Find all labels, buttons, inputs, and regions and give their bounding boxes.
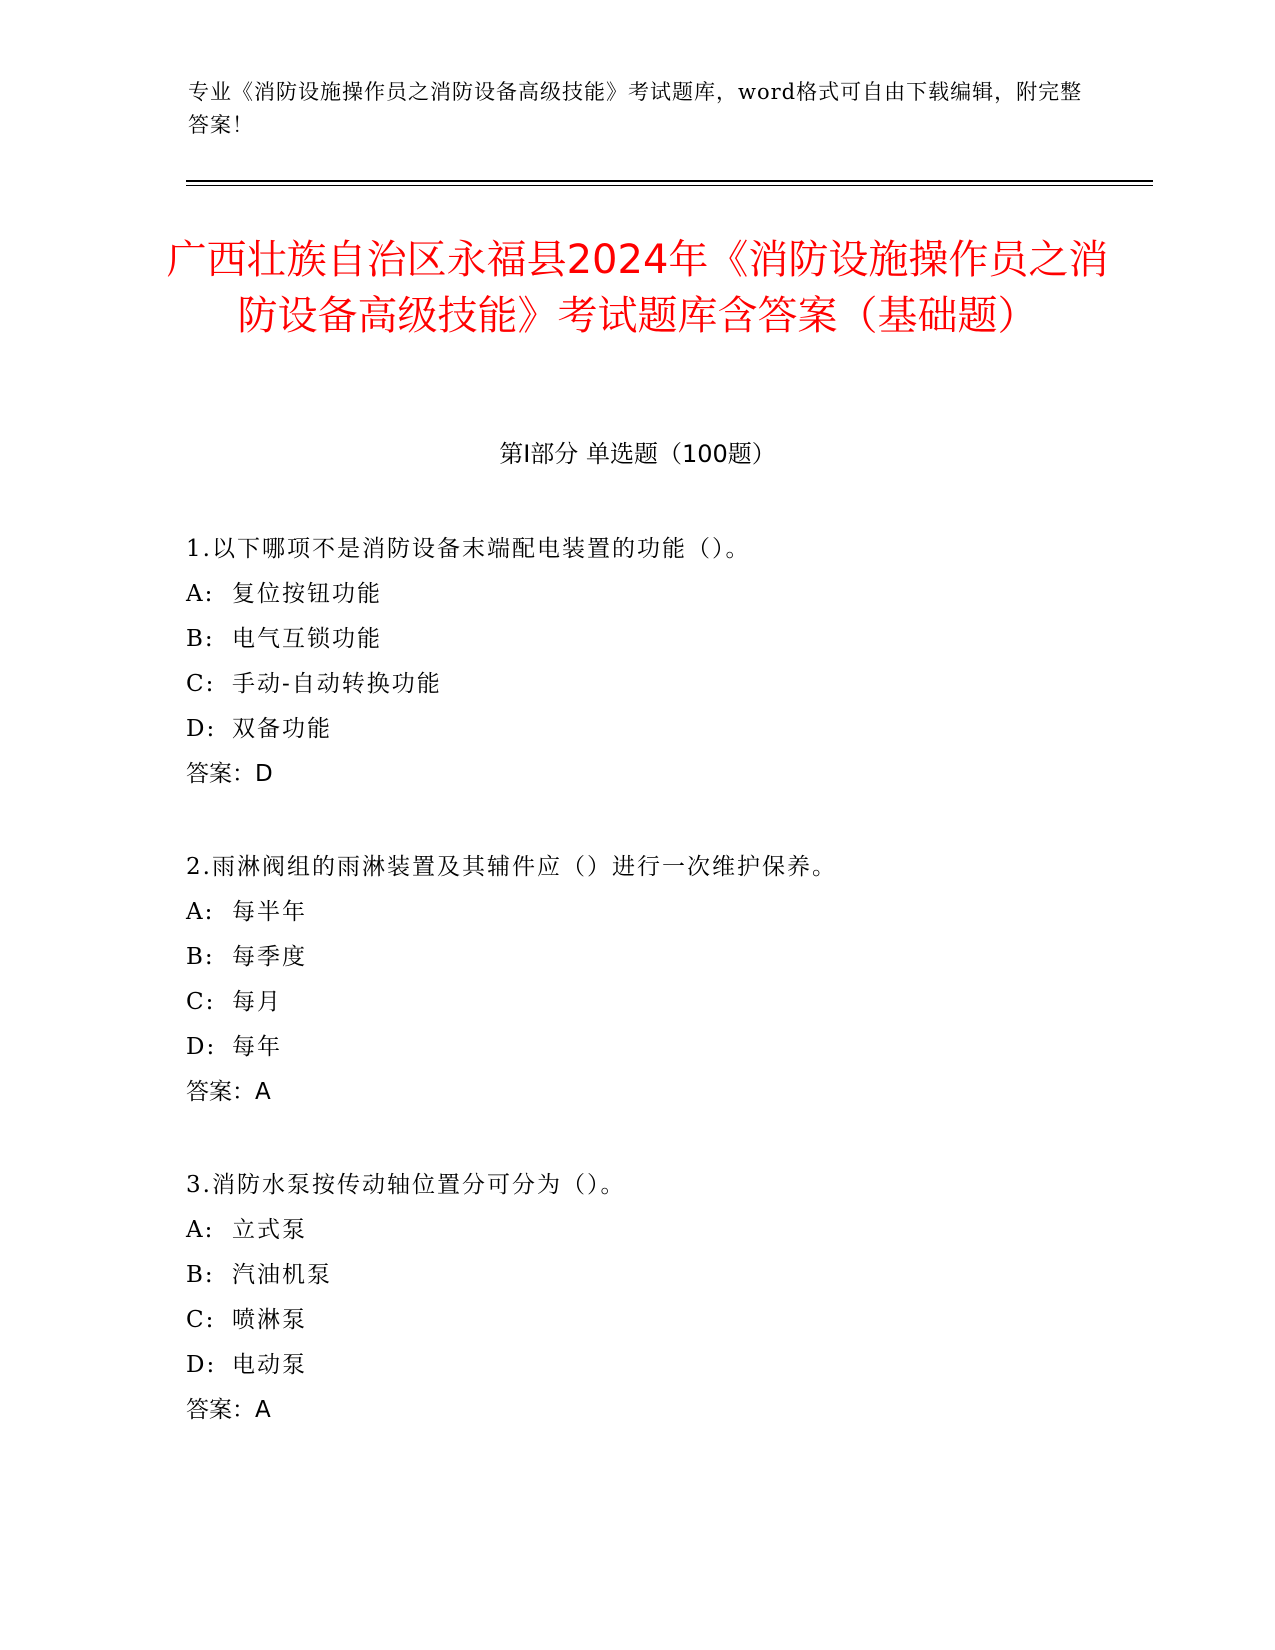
option-text: 立式泵	[232, 1217, 307, 1243]
option-letter: D:	[186, 1034, 217, 1060]
question-stem: 2.雨淋阀组的雨淋装置及其辅件应（）进行一次维护保养。	[186, 854, 837, 880]
option-d	[186, 1025, 1166, 1070]
question-stem: 1.以下哪项不是消防设备末端配电装置的功能（）。	[186, 536, 751, 562]
option-d	[186, 707, 1166, 752]
header-rule-thick	[186, 180, 1153, 182]
option-d	[186, 1343, 1166, 1388]
option-letter: C:	[186, 1307, 216, 1333]
option-text: 手动-自动转换功能	[232, 671, 442, 697]
option-a	[186, 1208, 1166, 1253]
option-a	[186, 890, 1166, 935]
answer-line: 答案：A	[186, 1079, 271, 1105]
option-a	[186, 572, 1166, 617]
option-text: 喷淋泵	[232, 1307, 307, 1333]
option-b	[186, 1253, 1166, 1298]
option-text: 电气互锁功能	[232, 626, 382, 652]
section-heading: 第I部分 单选题（100题）	[499, 440, 776, 468]
answer-line: 答案：A	[186, 1397, 271, 1423]
option-letter: A:	[186, 581, 215, 607]
option-c	[186, 980, 1166, 1025]
option-text: 每年	[232, 1034, 282, 1060]
option-b	[186, 935, 1166, 980]
question-stem: 3.消防水泵按传动轴位置分可分为（）。	[186, 1172, 626, 1198]
option-letter: A:	[186, 1217, 215, 1243]
option-text: 每半年	[232, 899, 307, 925]
option-letter: D:	[186, 716, 217, 742]
option-letter: D:	[186, 1352, 217, 1378]
option-text: 双备功能	[232, 716, 332, 742]
option-text: 电动泵	[232, 1352, 307, 1378]
option-c	[186, 1298, 1166, 1343]
option-letter: C:	[186, 989, 216, 1015]
option-b	[186, 617, 1166, 662]
option-letter: B:	[186, 626, 215, 652]
answer-line: 答案：D	[186, 761, 273, 787]
header-note: 专业《消防设施操作员之消防设备高级技能》考试题库，word格式可自由下载编辑，附完整答案！	[188, 80, 1083, 137]
option-letter: A:	[186, 899, 215, 925]
option-letter: B:	[186, 1262, 215, 1288]
question-3	[186, 1163, 1166, 1481]
option-text: 每月	[232, 989, 282, 1015]
option-text: 复位按钮功能	[232, 581, 382, 607]
option-letter: B:	[186, 944, 215, 970]
option-letter: C:	[186, 671, 216, 697]
option-text: 每季度	[232, 944, 307, 970]
question-2	[186, 845, 1166, 1163]
option-c	[186, 662, 1166, 707]
question-list	[186, 527, 1166, 1481]
document-title: 广西壮族自治区永福县2024年《消防设施操作员之消防设备高级技能》考试题库含答案（基础题）	[166, 237, 1109, 339]
header-rule-thin	[186, 185, 1153, 186]
option-text: 汽油机泵	[232, 1262, 332, 1288]
question-1	[186, 527, 1166, 845]
